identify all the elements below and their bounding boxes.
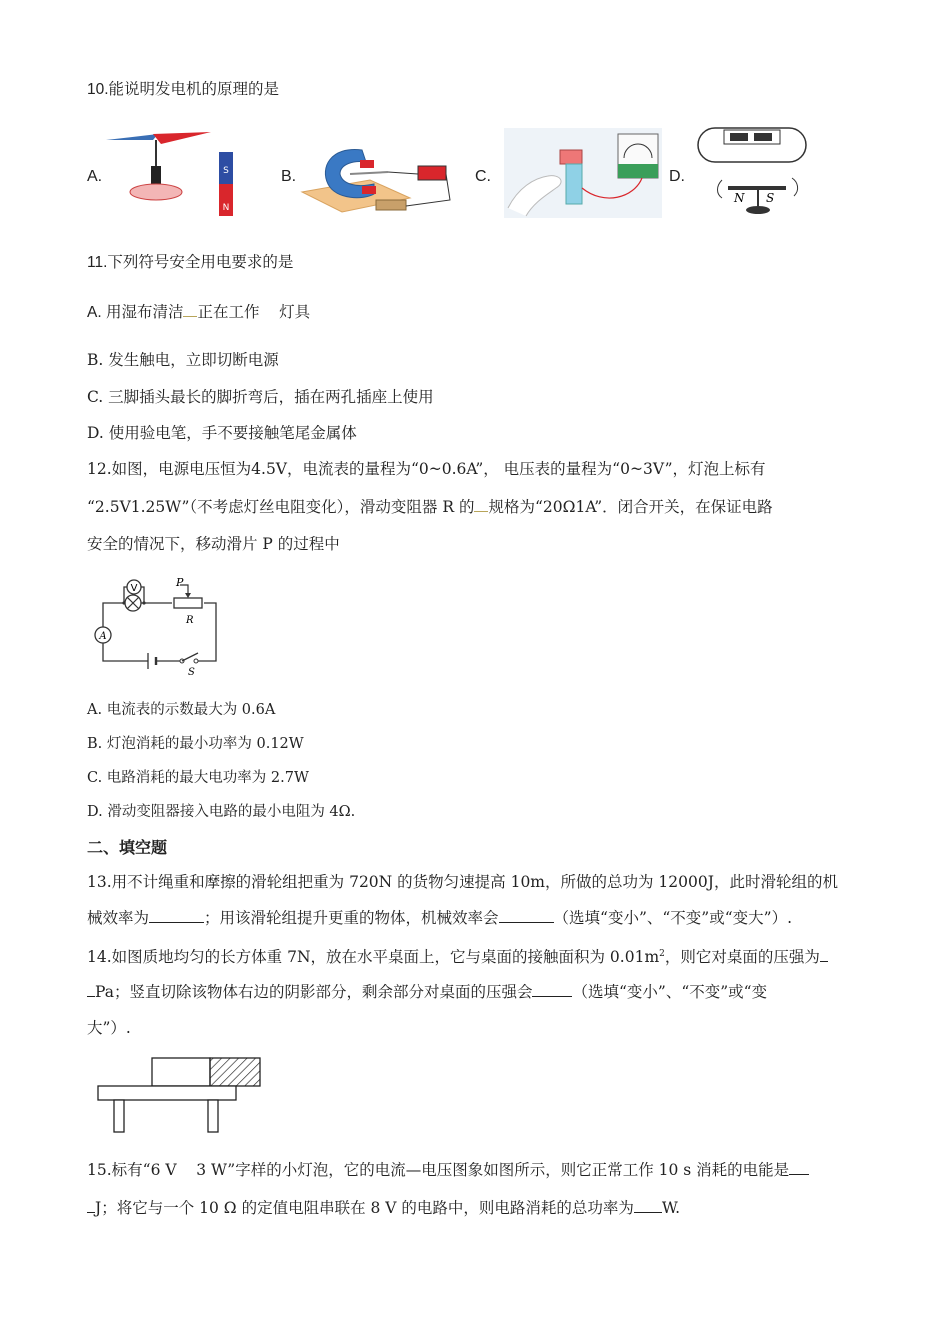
- switch-label: S: [188, 667, 195, 678]
- q11-option-a-blank: [183, 302, 197, 317]
- slider-arrow: [185, 593, 191, 598]
- q10-option-c-figure: [504, 128, 662, 218]
- q10-option-b-label[interactable]: B.: [281, 168, 297, 185]
- q14-line-1: [87, 944, 828, 967]
- compass-needle-red: [153, 132, 211, 144]
- q12-line-2-blank: [474, 497, 488, 512]
- switch-contact-right: [194, 659, 198, 663]
- q12-line-1: 12.如图，电源电压恒为4.5V，电流表的量程为“0~0.6A”， 电压表的量程为“0~3V”，灯泡上标有: [87, 460, 766, 478]
- wire-right: [196, 603, 216, 661]
- q14-block-on-table-figure: [96, 1056, 264, 1136]
- q15-blank-energy-b[interactable]: [87, 1198, 95, 1213]
- battery-box: [418, 166, 446, 180]
- voltmeter-label: V: [130, 583, 138, 594]
- q14-line-1-post: ，则它对桌面的压强为: [664, 948, 820, 967]
- rotation-arrow-right: [792, 178, 798, 196]
- q14-line-2-post: （选填“变小”、“不变”或“变: [572, 983, 768, 1001]
- q14-blank-change[interactable]: [532, 982, 572, 997]
- q15-blank-power[interactable]: [634, 1198, 662, 1213]
- wire-bottom: [103, 643, 148, 661]
- q13-blank-change[interactable]: [499, 908, 554, 923]
- q13-line-2: [87, 908, 792, 928]
- junction-right: [142, 601, 145, 604]
- ammeter-label: A: [99, 631, 107, 642]
- q11-option-a[interactable]: [87, 302, 310, 323]
- q14-line-3: 大”）.: [87, 1019, 131, 1037]
- q13-blank-efficiency[interactable]: [149, 908, 204, 923]
- q12-option-a[interactable]: A. 电流表的示数最大为 0.6A: [87, 702, 276, 718]
- wire-1: [388, 172, 418, 174]
- q11-stem: 11.下列符号安全用电要求的是: [87, 254, 294, 271]
- conductor-rod: [350, 172, 388, 174]
- q15-blank-energy-a[interactable]: [789, 1160, 809, 1175]
- table-top: [98, 1086, 236, 1100]
- q11-option-a-post: 正在工作 灯具: [197, 303, 311, 321]
- q15-line-2-pre: J；将它与一个 10 Ω 的定值电阻串联在 8 V 的电路中，则电路消耗的总功率为: [95, 1199, 634, 1217]
- compass-base: [130, 184, 182, 200]
- compass-needle-blue: [106, 134, 158, 140]
- resistor-symbol: [174, 598, 202, 608]
- q12-option-c[interactable]: C. 电路消耗的最大电功率为 2.7W: [87, 770, 309, 786]
- compass-foot: [746, 206, 770, 214]
- slider-label: P: [176, 576, 184, 589]
- coil: [566, 164, 582, 204]
- q13-line-2-post: （选填“变小”、“不变”或“变大”）.: [553, 909, 793, 927]
- q14-superscript: 2: [659, 949, 665, 959]
- battery-2: [754, 133, 772, 141]
- q15-line-2: [87, 1198, 680, 1218]
- magnet-s-label: S: [223, 166, 229, 176]
- compass-n-label: N: [734, 191, 745, 205]
- q11-option-b[interactable]: B. 发生触电，立即切断电源: [87, 351, 279, 369]
- q12-line-2: [87, 497, 773, 517]
- battery-1: [730, 133, 748, 141]
- q14-line-1-pre: 14.如图质地均匀的长方体重 7N，放在水平桌面上，它与桌面的接触面积为 0.01m: [87, 948, 660, 967]
- q14-line-2-pre: Pa；竖直切除该物体右边的阴影部分，剩余部分对桌面的压强会: [95, 983, 533, 1001]
- q11-option-a-pre: A. 用湿布清洁: [87, 304, 184, 321]
- table-leg-right: [208, 1100, 218, 1132]
- q10-option-d-figure: [694, 124, 812, 220]
- magnet-red: [560, 150, 582, 164]
- q15-line-1: [87, 1160, 809, 1180]
- q15-line-2-post: W.: [661, 1199, 681, 1217]
- q10-option-b-figure: [300, 140, 452, 220]
- u-magnet-pole-bottom: [362, 186, 376, 194]
- q12-line-2-pre: “2.5V1.25W”（不考虑灯丝电阻变化），滑动变阻器 R 的: [87, 498, 475, 516]
- q12-option-d[interactable]: D. 滑动变阻器接入电路的最小电阻为 4Ω.: [87, 804, 356, 820]
- q10-option-a-figure: [103, 128, 243, 220]
- q13-line-2-mid: ；用该滑轮组提升更重的物体，机械效率会: [204, 909, 499, 927]
- q10-stem: 10.能说明发电机的原理的是: [87, 81, 280, 98]
- block-remaining: [152, 1058, 210, 1086]
- q14-line-2: [87, 982, 767, 1002]
- q12-circuit-diagram: [86, 573, 226, 679]
- block-shaded-part: [210, 1058, 260, 1086]
- junction-left: [122, 601, 125, 604]
- compass-s-label: S: [766, 191, 775, 205]
- magnet-n-label: N: [222, 203, 230, 213]
- q10-option-d-label[interactable]: D.: [669, 168, 685, 185]
- q11-option-c[interactable]: C. 三脚插头最长的脚折弯后，插在两孔插座上使用: [87, 388, 434, 406]
- q15-line-1-pre: 15.标有“6 V 3 W”字样的小灯泡，它的电流—电压图象如图所示，则它正常工作 10 s 消耗的电能是: [87, 1161, 790, 1179]
- q12-line-2-post: 规格为“20Ω1A”．闭合开关，在保证电路: [488, 498, 773, 516]
- q13-line-2-pre: 械效率为: [87, 909, 150, 927]
- q13-line-1: 13.用不计绳重和摩擦的滑轮组把重为 720N 的货物匀速提高 10m，所做的总功为 12000J，此时滑轮组的机: [87, 873, 838, 891]
- galvanometer-base: [618, 164, 658, 178]
- q12-option-b[interactable]: B. 灯泡消耗的最小功率为 0.12W: [87, 736, 304, 752]
- resistor-label: R: [186, 615, 194, 626]
- q10-option-c-label[interactable]: C.: [475, 168, 491, 185]
- switch-base: [376, 200, 406, 210]
- q14-blank-pressure-b[interactable]: [87, 982, 95, 997]
- q12-line-3: 安全的情况下，移动滑片 P 的过程中: [87, 535, 340, 553]
- q10-option-a-label[interactable]: A.: [87, 168, 103, 185]
- q14-blank-pressure-a[interactable]: [820, 947, 828, 962]
- rotation-arrow-left: [718, 180, 723, 198]
- u-magnet-pole-top: [360, 160, 374, 168]
- q11-option-d[interactable]: D. 使用验电笔，手不要接触笔尾金属体: [87, 424, 357, 442]
- section-2-heading: 二、填空题: [87, 838, 168, 857]
- table-leg-left: [114, 1100, 124, 1132]
